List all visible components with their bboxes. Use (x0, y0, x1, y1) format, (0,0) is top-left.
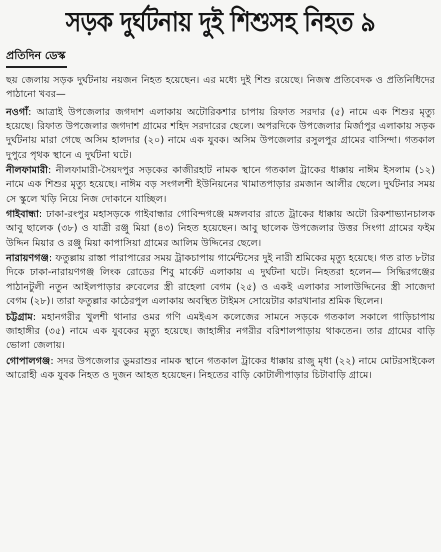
report-paragraph (6, 208, 435, 251)
report-text: : নীলফামারী-সৈয়দপুর সড়কের কাজীরহাট নামক স্থানে গতকাল ট্রাকের ধাক্কায় নাঈম ইসলাম (১২) নামে এক শিশুর মৃত্যু হয়েছে। নাঈম বড় সংগলশী ইউনিয়নের খামাতপাড়ার রমজান আলীর ছেলে। দুর্ঘটনার সময় সে স্কুলে খড়ি নিয়ে নিজ দোকানে যাচ্ছিল। (6, 165, 435, 205)
report-paragraph (6, 106, 435, 163)
report-location: নওগাঁ (6, 106, 29, 118)
report-location: গাইবান্ধা (6, 209, 39, 221)
report-text: : সদর উপজেলার ডুমরাশুর নামক স্থানে গতকাল ট্রাকের ধাক্কায় রাজু মৃধা (২২) নামে মোটরসাইকেল আরোহী এক যুবক নিহত ও দুজন আহত হয়েছেন। নিহতের বাড়ি কোটালীপাড়ার চিটাবাড়ি গ্রামে। (6, 355, 435, 381)
report-location: গোপালগঞ্জ (6, 355, 51, 367)
intro-paragraph: ছয় জেলায় সড়ক দুর্ঘটনায় নয়জন নিহত হয়েছেন। এর মধ্যে দুই শিশু রয়েছে। নিজস্ব প্রতিবেদক ও প্রতিনিধিদের পাঠানো খবর— (6, 75, 435, 101)
report-paragraph (6, 355, 435, 384)
report-paragraph (6, 311, 435, 354)
report-text: : ফতুল্লায় রাস্তা পারাপারের সময় ট্রাকচাপায় গার্মেন্টসের দুই নারী শ্রমিকের মৃত্যু হয়েছে। গত রাত ৮টার দিকে ঢাকা-নারায়ণগঞ্জ লিংক রোডের শিবু মার্কেট এলাকায় এ দুর্ঘটনা ঘটে। নিহতরা হলেন— সিদ্ধিরগঞ্জের পাঠানটুলী নতুন আইলপাড়ার রুবেলের স্ত্রী রাহেলা বেগম (২৫) ও একই এলাকার সালাউদ্দিনের স্ত্রী সাজেদা বেগম (২৮)। তারা ফতুল্লার কাঠেরপুল এলাকায় অবস্থিত টাইমস সোয়েটার কারখানার শ্রমিক ছিলেন। (6, 253, 435, 308)
report-paragraph (6, 252, 435, 309)
report-location: নারায়ণগঞ্জ (6, 253, 49, 265)
article-headline: সড়ক দুর্ঘটনায় দুই শিশুসহ নিহত ৯ (65, 7, 376, 38)
byline: প্রতিদিন ডেস্ক (6, 49, 67, 68)
report-location: নীলফামারী (6, 165, 48, 177)
report-text: : ঢাকা-রংপুর মহাসড়কে গাইবান্ধার গোবিন্দগঞ্জে মঙ্গলবার রাতে ট্রাকের ধাক্কায় অটো রিকশাভ্যানচালক আবু ছালেক (৩৮) ও যাত্রী রঞ্জু মিয়া (৪৩) নিহত হয়েছেন। আবু ছালেক উপজেলার উত্তর সিংগা গ্রামের ফইম উদ্দিন মিয়ার ও রঞ্জু মিয়া কাপাসিয়া গ্রামের আলিম উদ্দিনের ছেলে। (6, 209, 435, 249)
report-paragraph (6, 164, 435, 207)
report-text: : আত্রাই উপজেলার জগদাশ এলাকায় অটোরিকশার চাপায় রিফাত সরদার (৫) নামে এক শিশুর মৃত্যু হয়েছে। রিফাত উপজেলার জগদাশ গ্রামের শহিদ সরদারের ছেলে। অপরদিকে উপজেলার মির্জাপুর এলাকায় সড়ক দুর্ঘটনায় মারা গেছে অসিম হালদার (২০) নামে এক যুবক। অসিম উপজেলার রসুলপুর গ্রামের বাসিন্দা। গতকাল দুপুরে পৃথক স্থানে এ দুর্ঘটনা ঘটে। (6, 106, 435, 161)
report-text: : মহানগরীর খুলশী থানার ওমর গণি এমইএস কলেজের সামনে সড়কে গতকাল সকালে গাড়িচাপায় জাহাঙ্গীর (৩৫) নামে এক যুবকের মৃত্যু হয়েছে। জাহাঙ্গীর নগরীর বরিশালপাড়ায় থাকতেন। তার গ্রামের বাড়ি ভোলা জেলায়। (6, 311, 435, 352)
report-location: চট্টগ্রাম (6, 311, 33, 323)
